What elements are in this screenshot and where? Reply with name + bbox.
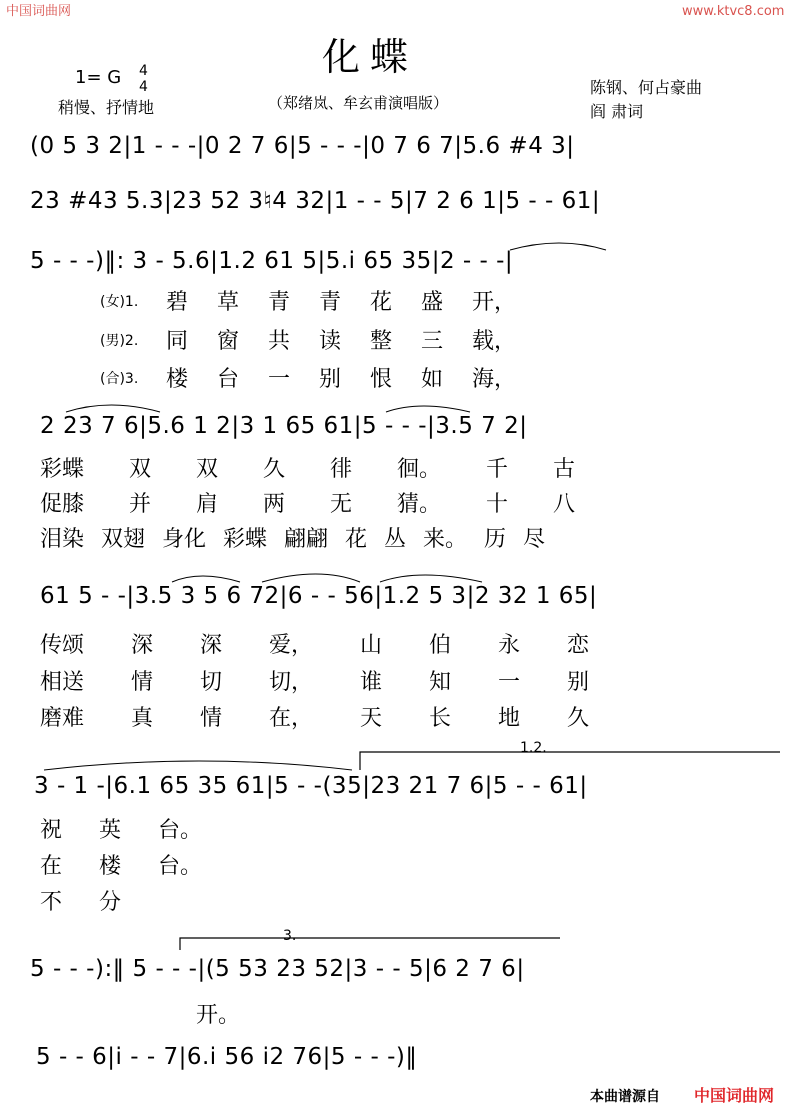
score-line-8: 5 - - 6|i - - 7|6.i 56 i2 76|5 - - -)‖ <box>36 1044 418 1070</box>
page-title: 化蝶 <box>322 35 419 79</box>
volta-third-label: 3. <box>283 928 297 944</box>
lyric-line-7: 开。 <box>196 1003 241 1028</box>
lyric-verse-1: 碧 草 青 青 花 盛 开， <box>166 290 516 315</box>
tie-arc <box>172 576 240 582</box>
key-signature: 1= G <box>75 67 122 88</box>
lyric-verse-3: 楼 台 一 别 恨 如 海， <box>166 367 516 392</box>
tie-arc <box>66 405 160 412</box>
tie-arc <box>44 761 352 770</box>
source-label: 本曲谱源自 <box>590 1089 660 1105</box>
watermark-left: 中国词曲网 <box>6 4 72 19</box>
verse-label-2: (男)2. <box>100 333 139 349</box>
score-line-4: 2 23 7 6|5.6 1 2|3 1 65 61|5 - - -|3.5 7 2| <box>40 413 528 439</box>
score-line-1: (0 5 3 2|1 - - -|0 2 7 6|5 - - -|0 7 6 7|5.6 #4 3| <box>30 133 575 159</box>
time-signature-top: 4 <box>139 63 148 79</box>
lyric-line-4b: 促膝 并 肩 两 无 猜。 十 八 <box>40 492 575 517</box>
time-signature-bottom: 4 <box>139 79 148 95</box>
tie-arc <box>386 406 470 412</box>
version-note: （郑绪岚、牟玄甫演唱版） <box>268 94 449 112</box>
score-line-3: 5 - - -)‖: 3 - 5.6|1.2 61 5|5.i 65 35|2 - - -| <box>30 248 514 274</box>
score-line-6: 3 - 1 -|6.1 65 35 61|5 - -(35|23 21 7 6|5 - - 61| <box>34 773 588 799</box>
lyric-line-5b: 相送 情 切 切， 谁 知 一 别 <box>40 670 589 695</box>
volta-third-bracket <box>180 938 560 950</box>
tie-arc <box>262 574 360 582</box>
lyric-line-6b: 在 楼 台。 <box>40 854 202 879</box>
watermark-right: www.ktvc8.com <box>682 4 785 19</box>
lyric-line-6a: 祝 英 台。 <box>40 818 202 843</box>
volta-first-label: 1.2. <box>520 740 547 756</box>
lyricist-credit: 阎 肃词 <box>590 102 644 121</box>
verse-label-3: (合)3. <box>100 371 139 387</box>
site-brand: 中国词曲网 <box>694 1086 775 1105</box>
tempo-marking: 稍慢、抒情地 <box>58 98 155 117</box>
tie-arc <box>380 575 482 582</box>
lyric-line-4a: 彩蝶 双 双 久 徘 徊。 千 古 <box>40 457 575 482</box>
lyric-verse-2: 同 窗 共 读 整 三 载， <box>166 329 516 354</box>
lyric-line-5c: 磨难 真 情 在， 天 长 地 久 <box>40 706 589 731</box>
score-line-5: 61 5 - -|3.5 3 5 6 72|6 - - 56|1.2 5 3|2 32 1 65| <box>40 583 598 609</box>
score-line-7: 5 - - -):‖ 5 - - -|(5 53 23 52|3 - - 5|6 2 7 6| <box>30 956 525 982</box>
score-line-2: 23 #43 5.3|23 52 3♮4 32|1 - - 5|7 2 6 1|5 - - 61| <box>30 188 601 214</box>
lyric-line-6c: 不 分 <box>40 890 121 915</box>
verse-label-1: (女)1. <box>100 294 139 310</box>
tie-arc <box>510 243 606 250</box>
volta-first-bracket <box>360 752 780 770</box>
lyric-line-4c: 泪染 双翅 身化 彩蝶 翩翩 花 丛 来。 历 尽 <box>40 527 545 552</box>
composer-credit: 陈钢、何占豪曲 <box>590 78 703 97</box>
lyric-line-5a: 传颂 深 深 爱， 山 伯 永 恋 <box>40 633 589 658</box>
